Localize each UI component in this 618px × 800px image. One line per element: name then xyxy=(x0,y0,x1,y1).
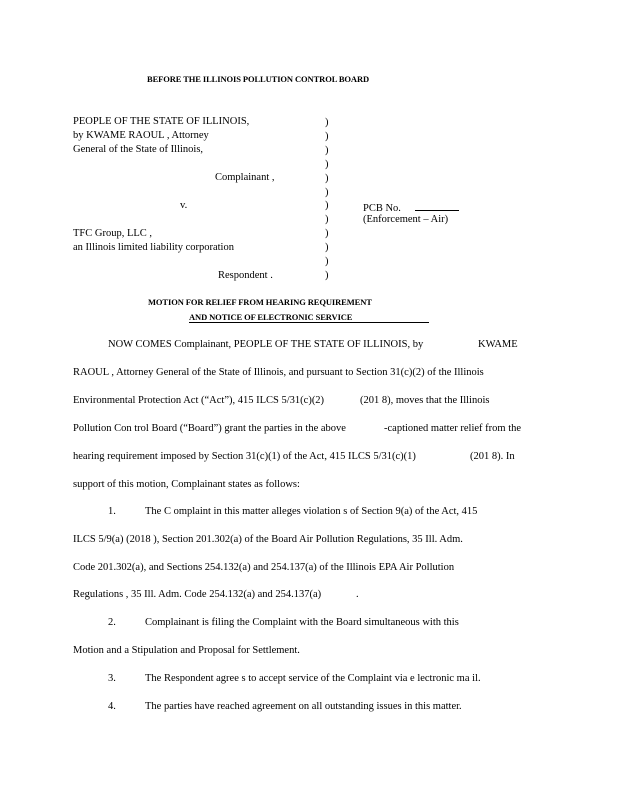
item-2-line-2: Motion and a Stipulation and Proposal for Settlement. xyxy=(73,645,300,656)
intro-line-2: RAOUL , Attorney General of the State of Illinois, and pursuant to Section 31(c)(2) of the Illinois xyxy=(73,367,484,378)
defendant-type: an Illinois limited liability corporation xyxy=(73,242,234,253)
intro-line-5-year: (201 8). In xyxy=(470,451,515,462)
caption-parentheses: ) ) ) ) ) ) ) ) ) ) ) ) xyxy=(325,117,329,281)
item-1-line-1: The C omplaint in this matter alleges violation s of Section 9(a) of the Act, 415 xyxy=(145,506,478,517)
item-4-line-1: The parties have reached agreement on all outstanding issues in this matter. xyxy=(145,701,462,712)
item-1-line-4: Regulations , 35 Ill. Adm. Code 254.132(a) and 254.137(a) xyxy=(73,589,322,600)
pcb-number-text: PCB No. xyxy=(363,203,401,214)
intro-line-3-year: (201 8), moves that the Illinois xyxy=(360,395,490,406)
intro-line-4: Pollution Con trol Board (“Board”) grant the parties in the above xyxy=(73,423,346,434)
intro-line-6: support of this motion, Complainant states as follows: xyxy=(73,479,300,490)
intro-line-1-name: KWAME xyxy=(478,339,518,350)
defendant-name: TFC Group, LLC , xyxy=(73,228,153,239)
pcb-number-blank xyxy=(415,201,459,211)
item-4-number: 4. xyxy=(108,701,116,712)
item-2-line-1: Complainant is filing the Complaint with the Board simultaneous with this xyxy=(145,617,459,628)
complainant-label: Complainant , xyxy=(215,172,275,183)
item-2-number: 2. xyxy=(108,617,116,628)
intro-line-4-end: -captioned matter relief from the xyxy=(384,423,522,434)
pcb-number-label xyxy=(363,201,459,215)
motion-title-line1: MOTION FOR RELIEF FROM HEARING REQUIREMENT xyxy=(148,297,372,307)
motion-title-underline xyxy=(189,322,429,323)
versus-label: v. xyxy=(180,200,188,211)
intro-line-3: Environmental Protection Act (“Act”), 415 ILCS 5/31(c)(2) xyxy=(73,395,325,406)
item-1-line-2: ILCS 5/9(a) (2018 ), Section 201.302(a) of the Board Air Pollution Regulations, 35 Ill. Adm. xyxy=(73,534,463,545)
item-1-number: 1. xyxy=(108,506,116,517)
respondent-label: Respondent . xyxy=(218,270,273,281)
plaintiff-name: PEOPLE OF THE STATE OF ILLINOIS, xyxy=(73,116,250,127)
plaintiff-attorney-title: General of the State of Illinois, xyxy=(73,144,204,155)
enforcement-label: (Enforcement – Air) xyxy=(363,214,449,225)
item-1-line-4-period: . xyxy=(356,589,359,600)
court-header: BEFORE THE ILLINOIS POLLUTION CONTROL BOARD xyxy=(147,74,370,84)
intro-line-1: NOW COMES Complainant, PEOPLE OF THE STATE OF ILLINOIS, by xyxy=(108,339,424,350)
item-1-line-3: Code 201.302(a), and Sections 254.132(a) and 254.137(a) of the Illinois EPA Air Pollution xyxy=(73,562,455,573)
plaintiff-attorney: by KWAME RAOUL , Attorney xyxy=(73,130,209,141)
item-3-line-1: The Respondent agree s to accept service of the Complaint via e lectronic ma il. xyxy=(145,673,481,684)
motion-title-line2: AND NOTICE OF ELECTRONIC SERVICE xyxy=(189,312,353,322)
intro-line-5: hearing requirement imposed by Section 31(c)(1) of the Act, 415 ILCS 5/31(c)(1) xyxy=(73,451,416,462)
item-3-number: 3. xyxy=(108,673,116,684)
